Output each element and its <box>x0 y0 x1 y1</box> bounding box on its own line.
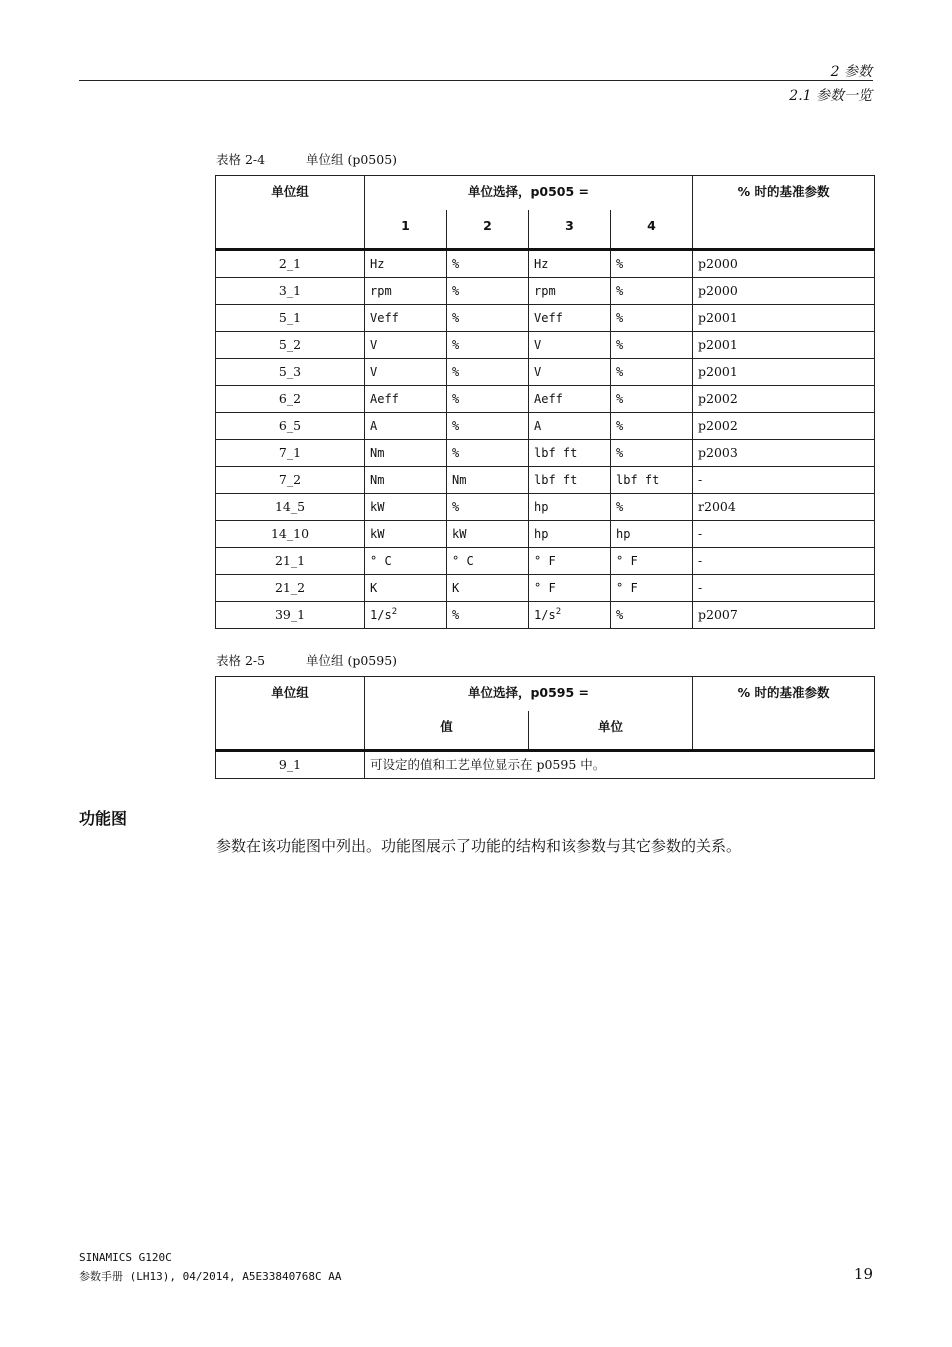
cell-unit-2-text: % <box>452 608 460 622</box>
cell-unit-group-text: 5_3 <box>278 364 302 379</box>
cell-unit-1-text: 1/s <box>370 608 392 622</box>
table2-cell-text: 可设定的值和工艺单位显示在 p0595 中。 <box>365 751 875 779</box>
cell-unit-4-text: % <box>616 446 624 460</box>
cell-unit-1-text: ° C <box>370 554 392 568</box>
cell-unit-group <box>216 359 365 386</box>
cell-unit-4-text: % <box>616 608 624 622</box>
table1-body <box>216 250 875 629</box>
cell-reference-parameter <box>693 440 875 467</box>
cell-unit-2 <box>447 440 529 467</box>
cell-unit-4 <box>611 332 693 359</box>
cell-unit-1-text: kW <box>370 527 385 541</box>
cell-unit-2 <box>447 467 529 494</box>
table1-subheader-2: 2 <box>447 210 529 250</box>
cell-unit-2-text: kW <box>452 527 467 541</box>
table2-caption-number: 表格 2-5 <box>216 653 266 668</box>
cell-unit-group <box>216 602 365 629</box>
cell-reference-parameter-text: p2007 <box>698 607 738 622</box>
footer-product: SINAMICS G120C <box>79 1251 172 1264</box>
cell-unit-3-superscript: 2 <box>555 607 562 617</box>
cell-unit-group-text: 21_2 <box>274 580 306 595</box>
cell-unit-4 <box>611 305 693 332</box>
cell-unit-group <box>216 548 365 575</box>
cell-unit-1-text: Veff <box>370 311 399 325</box>
cell-unit-3-text: ° F <box>534 554 556 568</box>
cell-unit-4 <box>611 467 693 494</box>
cell-reference-parameter-text: - <box>698 553 703 568</box>
cell-unit-group-text: 6_2 <box>278 391 302 406</box>
cell-unit-1 <box>365 440 447 467</box>
cell-unit-1-text: Hz <box>370 257 385 271</box>
cell-unit-4 <box>611 278 693 305</box>
header-chapter: 2 参数 <box>830 64 872 80</box>
cell-unit-4-text: % <box>616 284 624 298</box>
cell-unit-group <box>216 575 365 602</box>
cell-unit-3-text: Veff <box>534 311 563 325</box>
cell-unit-group-text: 7_2 <box>278 472 302 487</box>
cell-unit-4 <box>611 602 693 629</box>
cell-reference-parameter-text: p2000 <box>698 283 738 298</box>
cell-unit-2 <box>447 278 529 305</box>
table-row <box>216 494 875 521</box>
cell-unit-1 <box>365 332 447 359</box>
cell-unit-1 <box>365 386 447 413</box>
cell-unit-group <box>216 386 365 413</box>
cell-unit-2 <box>447 332 529 359</box>
cell-unit-3-text: hp <box>534 500 549 514</box>
cell-unit-group-text: 6_5 <box>278 418 302 433</box>
cell-unit-3 <box>529 467 611 494</box>
table1-caption <box>216 150 397 168</box>
table1-header-group: 单位组 <box>216 176 365 250</box>
cell-unit-2-text: ° C <box>452 554 474 568</box>
cell-unit-group-text: 5_2 <box>278 337 302 352</box>
cell-reference-parameter <box>693 305 875 332</box>
cell-reference-parameter-text: p2003 <box>698 445 738 460</box>
table-row <box>216 386 875 413</box>
cell-unit-4 <box>611 250 693 278</box>
cell-unit-3-text: Hz <box>534 257 549 271</box>
cell-unit-group <box>216 305 365 332</box>
cell-unit-4-text: lbf ft <box>616 473 660 487</box>
cell-unit-1-text: K <box>370 581 378 595</box>
cell-unit-1 <box>365 359 447 386</box>
cell-unit-3-text: ° F <box>534 581 556 595</box>
cell-unit-group <box>216 521 365 548</box>
cell-unit-group-text: 5_1 <box>278 310 302 325</box>
cell-unit-4 <box>611 575 693 602</box>
cell-reference-parameter <box>693 413 875 440</box>
table-row <box>216 305 875 332</box>
cell-reference-parameter <box>693 467 875 494</box>
table-row <box>216 332 875 359</box>
cell-unit-2-text: % <box>452 257 460 271</box>
cell-unit-2-text: % <box>452 392 460 406</box>
cell-unit-4-text: % <box>616 500 624 514</box>
cell-unit-3 <box>529 332 611 359</box>
table1-subheader-4: 4 <box>611 210 693 250</box>
table-row <box>216 359 875 386</box>
cell-unit-4-text: % <box>616 392 624 406</box>
unit-group-table-p0505 <box>215 175 875 629</box>
cell-unit-1 <box>365 413 447 440</box>
cell-unit-3-text: 1/s <box>534 608 556 622</box>
cell-unit-2-text: % <box>452 365 460 379</box>
cell-unit-2 <box>447 521 529 548</box>
cell-unit-2 <box>447 602 529 629</box>
cell-reference-parameter <box>693 575 875 602</box>
cell-unit-2 <box>447 413 529 440</box>
cell-unit-4-text: % <box>616 257 624 271</box>
cell-unit-3 <box>529 359 611 386</box>
cell-unit-group-text: 39_1 <box>274 607 306 622</box>
cell-unit-3 <box>529 575 611 602</box>
cell-unit-1-text: kW <box>370 500 385 514</box>
cell-unit-3 <box>529 521 611 548</box>
table-row <box>216 467 875 494</box>
cell-unit-2 <box>447 575 529 602</box>
cell-unit-group <box>216 440 365 467</box>
cell-unit-1 <box>365 250 447 278</box>
table-row <box>216 278 875 305</box>
cell-unit-3 <box>529 250 611 278</box>
cell-unit-3-text: A <box>534 419 542 433</box>
table2-header-group: 单位组 <box>216 677 365 751</box>
cell-unit-3 <box>529 305 611 332</box>
cell-unit-1 <box>365 467 447 494</box>
cell-unit-4 <box>611 413 693 440</box>
cell-unit-2 <box>447 386 529 413</box>
table2-subheader-value: 值 <box>365 711 529 751</box>
table-row <box>216 602 875 629</box>
cell-unit-4 <box>611 440 693 467</box>
table2-caption <box>216 651 397 669</box>
cell-unit-group <box>216 278 365 305</box>
cell-unit-3-text: V <box>534 365 542 379</box>
cell-reference-parameter-text: p2000 <box>698 256 738 271</box>
cell-unit-3-text: lbf ft <box>534 473 578 487</box>
cell-reference-parameter-text: - <box>698 472 703 487</box>
cell-unit-3-text: V <box>534 338 542 352</box>
cell-unit-1-text: Aeff <box>370 392 399 406</box>
cell-unit-4-text: % <box>616 338 624 352</box>
cell-reference-parameter-text: p2002 <box>698 391 738 406</box>
table2-caption-title: 单位组 (p0595) <box>306 653 398 668</box>
cell-reference-parameter <box>693 359 875 386</box>
table1-subheader-3: 3 <box>529 210 611 250</box>
cell-unit-group-text: 2_1 <box>278 256 302 271</box>
cell-unit-3 <box>529 278 611 305</box>
cell-unit-3-text: lbf ft <box>534 446 578 460</box>
cell-unit-1-text: Nm <box>370 473 385 487</box>
cell-unit-1 <box>365 305 447 332</box>
cell-reference-parameter <box>693 521 875 548</box>
cell-unit-3-text: Aeff <box>534 392 563 406</box>
cell-unit-3 <box>529 386 611 413</box>
cell-unit-2-text: K <box>452 581 460 595</box>
cell-unit-3-text: hp <box>534 527 549 541</box>
cell-reference-parameter-text: r2004 <box>698 499 736 514</box>
cell-reference-parameter-text: p2001 <box>698 364 738 379</box>
cell-unit-group <box>216 413 365 440</box>
table2-header-ref: % 时的基准参数 <box>693 677 875 751</box>
cell-unit-3 <box>529 602 611 629</box>
cell-unit-3 <box>529 440 611 467</box>
footer-manual: 参数手册 (LH13), 04/2014, A5E33840768C AA <box>79 1270 342 1283</box>
cell-unit-group-text: 7_1 <box>278 445 302 460</box>
cell-unit-4 <box>611 521 693 548</box>
cell-unit-1-text: A <box>370 419 378 433</box>
cell-unit-2-text: % <box>452 338 460 352</box>
cell-unit-3 <box>529 413 611 440</box>
cell-unit-3-text: rpm <box>534 284 556 298</box>
table-row <box>216 521 875 548</box>
header-section: 2.1 参数一览 <box>789 88 872 104</box>
cell-unit-1 <box>365 494 447 521</box>
cell-unit-group-text: 21_1 <box>274 553 306 568</box>
cell-unit-1 <box>365 548 447 575</box>
cell-unit-1 <box>365 575 447 602</box>
cell-unit-4 <box>611 359 693 386</box>
header-rule <box>79 80 873 81</box>
cell-unit-2 <box>447 548 529 575</box>
cell-unit-1-text: V <box>370 338 378 352</box>
cell-unit-group <box>216 332 365 359</box>
cell-unit-2 <box>447 305 529 332</box>
cell-unit-2-text: % <box>452 284 460 298</box>
cell-unit-1 <box>365 521 447 548</box>
cell-reference-parameter <box>693 386 875 413</box>
page-number: 19 <box>853 1265 873 1283</box>
cell-reference-parameter <box>693 548 875 575</box>
cell-unit-4-text: ° F <box>616 581 638 595</box>
cell-unit-group-text: 3_1 <box>278 283 302 298</box>
cell-reference-parameter-text: p2001 <box>698 310 738 325</box>
cell-unit-group-text: 14_5 <box>274 499 306 514</box>
table1-header-ref: % 时的基准参数 <box>693 176 875 250</box>
cell-unit-2-text: % <box>452 500 460 514</box>
cell-unit-2-text: Nm <box>452 473 467 487</box>
cell-unit-1-superscript: 2 <box>391 607 398 617</box>
cell-unit-4 <box>611 386 693 413</box>
table1-caption-number: 表格 2-4 <box>216 152 266 167</box>
cell-unit-4-text: % <box>616 419 624 433</box>
table-row <box>216 440 875 467</box>
cell-unit-1-text: V <box>370 365 378 379</box>
cell-unit-2 <box>447 250 529 278</box>
cell-reference-parameter-text: p2001 <box>698 337 738 352</box>
table-row <box>216 751 875 779</box>
cell-unit-4-text: % <box>616 365 624 379</box>
table-row <box>216 413 875 440</box>
cell-unit-4-text: hp <box>616 527 631 541</box>
cell-unit-group <box>216 250 365 278</box>
section-title: 功能图 <box>79 809 128 828</box>
cell-unit-4-text: ° F <box>616 554 638 568</box>
cell-reference-parameter-text: - <box>698 580 703 595</box>
cell-unit-group <box>216 467 365 494</box>
table1-subheader-1: 1 <box>365 210 447 250</box>
cell-unit-1-text: Nm <box>370 446 385 460</box>
cell-reference-parameter-text: - <box>698 526 703 541</box>
cell-unit-2-text: % <box>452 419 460 433</box>
cell-reference-parameter <box>693 494 875 521</box>
unit-group-table-p0595 <box>215 676 875 779</box>
cell-unit-1-text: rpm <box>370 284 392 298</box>
table1-caption-title: 单位组 (p0505) <box>306 152 398 167</box>
cell-unit-4 <box>611 548 693 575</box>
cell-reference-parameter <box>693 250 875 278</box>
cell-unit-4 <box>611 494 693 521</box>
cell-unit-group-text: 14_10 <box>270 526 310 541</box>
cell-reference-parameter <box>693 278 875 305</box>
table-row <box>216 575 875 602</box>
cell-unit-2-text: % <box>452 311 460 325</box>
cell-unit-4-text: % <box>616 311 624 325</box>
table2-header-select: 单位选择，p0595 = <box>365 677 693 712</box>
table2-subheader-unit: 单位 <box>529 711 693 751</box>
table1-header-select: 单位选择，p0505 = <box>365 176 693 211</box>
cell-unit-1 <box>365 602 447 629</box>
table-row <box>216 548 875 575</box>
cell-reference-parameter-text: p2002 <box>698 418 738 433</box>
cell-unit-3 <box>529 548 611 575</box>
table2-cell-group: 9_1 <box>216 751 365 779</box>
cell-reference-parameter <box>693 602 875 629</box>
cell-unit-2-text: % <box>452 446 460 460</box>
cell-reference-parameter <box>693 332 875 359</box>
cell-unit-3 <box>529 494 611 521</box>
cell-unit-1 <box>365 278 447 305</box>
cell-unit-2 <box>447 494 529 521</box>
cell-unit-group <box>216 494 365 521</box>
table-row <box>216 250 875 278</box>
section-body: 参数在该功能图中列出。功能图展示了功能的结构和该参数与其它参数的关系。 <box>216 837 742 855</box>
cell-unit-2 <box>447 359 529 386</box>
